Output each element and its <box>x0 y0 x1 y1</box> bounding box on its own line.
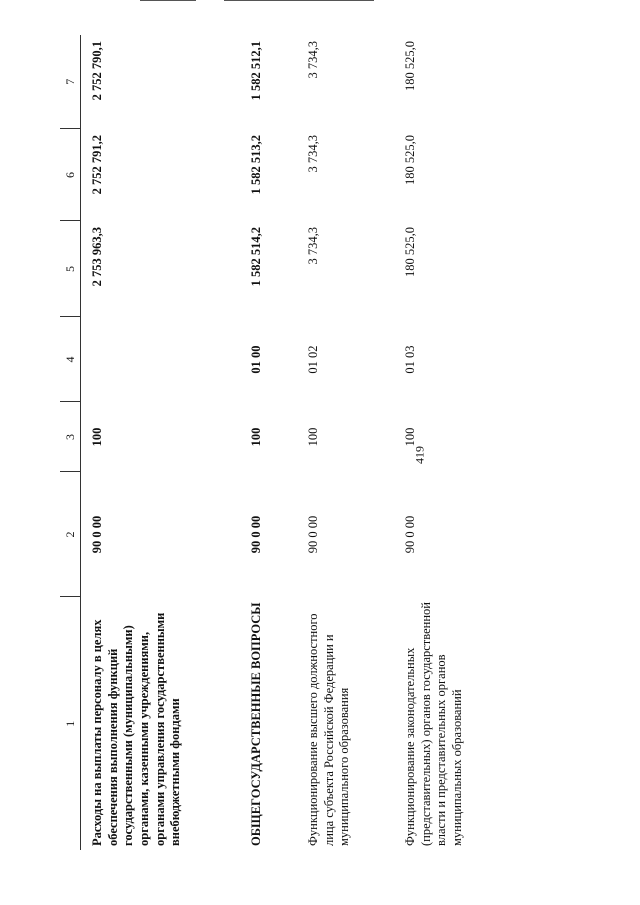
row-expense-type: 100 <box>249 427 263 447</box>
row-value-7: 2 752 790,1 <box>90 41 104 101</box>
row-name: ОБЩЕГОСУДАРСТВЕННЫЕ ВОПРОСЫ <box>249 602 263 846</box>
row-value-6: 2 752 791,2 <box>90 135 104 195</box>
row-value-5: 2 753 963,3 <box>90 227 104 287</box>
row-name: Функционирование высшего должностного лица субъекта Российской Федерации и муниципального образования <box>306 613 352 846</box>
row-value-7: 180 525,0 <box>403 41 417 91</box>
row-value-6: 3 734,3 <box>306 135 320 173</box>
row-value-6: 180 525,0 <box>403 135 417 185</box>
column-header-5: 5 <box>60 221 81 317</box>
table-row <box>81 35 241 850</box>
row-target-article: 90 0 00 <box>249 515 263 554</box>
budget-table-rotated <box>60 35 520 850</box>
page-number: 419 <box>412 446 427 464</box>
header-rule-right <box>224 0 374 1</box>
row-value-7: 3 734,3 <box>306 41 320 79</box>
column-header-1: 1 <box>60 597 81 850</box>
column-header-4: 4 <box>60 317 81 402</box>
column-header-3: 3 <box>60 402 81 472</box>
header-rule-left <box>140 0 196 1</box>
row-target-article: 90 0 00 <box>90 515 104 554</box>
column-number-row <box>60 35 81 850</box>
row-value-5: 3 734,3 <box>306 227 320 265</box>
column-header-2: 2 <box>60 472 81 597</box>
row-value-7: 1 582 512,1 <box>249 41 263 101</box>
row-expense-type: 100 <box>306 427 320 447</box>
column-header-6: 6 <box>60 129 81 221</box>
row-section-code: 01 03 <box>403 345 417 374</box>
row-value-6: 1 582 513,2 <box>249 135 263 195</box>
table-row <box>240 35 297 850</box>
budget-table <box>60 35 485 850</box>
row-value-5: 1 582 514,2 <box>249 227 263 287</box>
row-section-code <box>81 317 241 402</box>
table-row <box>297 35 394 850</box>
column-header-7: 7 <box>60 35 81 129</box>
row-expense-type: 100 <box>403 427 417 447</box>
row-target-article: 90 0 00 <box>403 515 417 554</box>
table-row <box>394 35 485 850</box>
row-section-code: 01 00 <box>249 345 263 374</box>
row-expense-type: 100 <box>90 427 104 447</box>
row-name: Расходы на выплаты персоналу в целях обеспечения выполнения функций государственными (муниципальными) органами, казенными учреждениями, органами управления государственными внебюджетными фондами <box>90 612 183 846</box>
row-value-5: 180 525,0 <box>403 227 417 277</box>
row-name: Функционирование законодательных (представительных) органов государственной власти и представительных органов муниципальных образований <box>403 602 464 846</box>
row-section-code: 01 02 <box>306 345 320 374</box>
row-target-article: 90 0 00 <box>306 515 320 554</box>
